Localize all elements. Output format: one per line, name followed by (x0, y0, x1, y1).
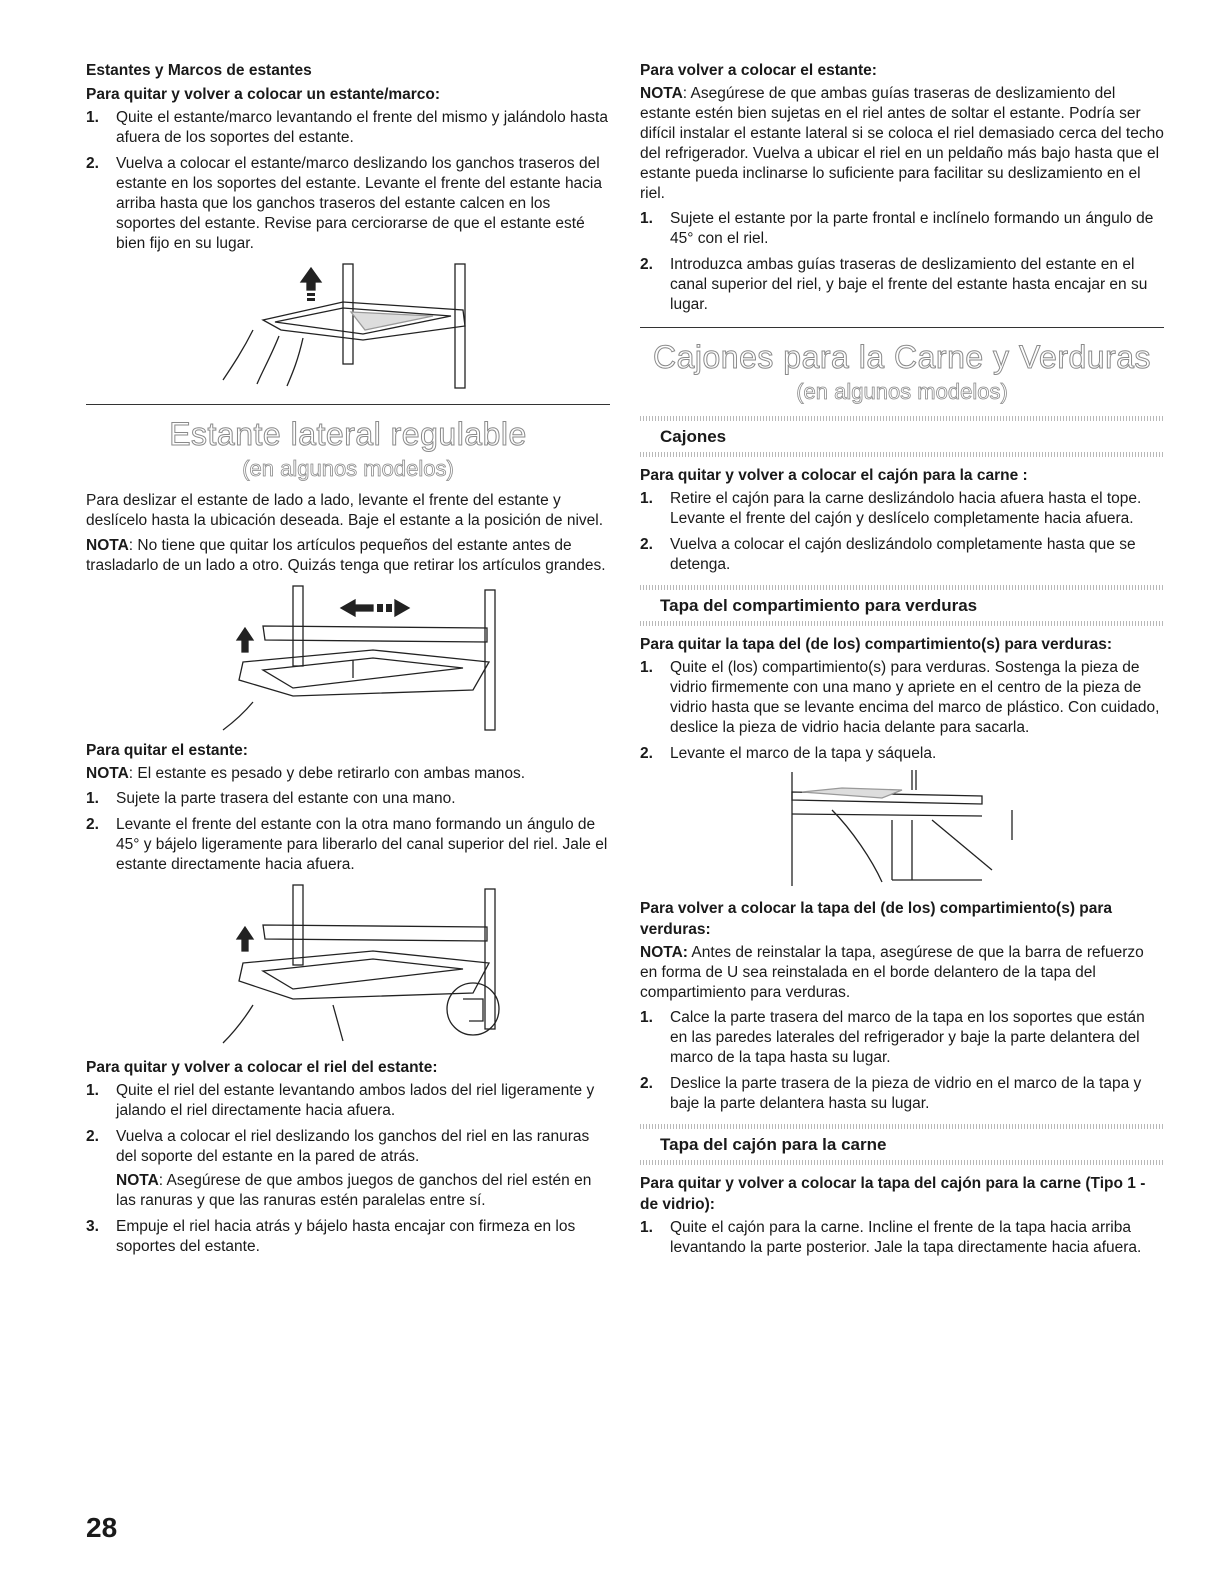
list-item: 3. Empuje el riel hacia atrás y bájelo hasta encajar con firmeza en los soportes del estante. (86, 1218, 576, 1255)
list-item: 1. Sujete la parte trasera del estante con una mano. (86, 790, 456, 807)
list-item: 1. Sujete el estante por la parte frontal e inclínelo formando un ángulo de 45° con el riel. (640, 210, 1154, 247)
list-item: 1. Retire el cajón para la carne deslizándolo hacia afuera hasta el tope. Levante el frente del cajón y deslícelo completamente hacia afuera. (640, 490, 1142, 527)
steps-replace-crisper-cover (640, 1008, 1164, 1114)
section-heading-shelves: Estantes y Marcos de estantes (86, 62, 312, 79)
subheading-remove-side-shelf: Para quitar el estante: (86, 742, 248, 759)
steps-rail (86, 1081, 610, 1257)
subheading-remove-shelf: Para quitar y volver a colocar un estante/marco: (86, 86, 441, 103)
note-paragraph: NOTA: No tiene que quitar los artículos pequeños del estante antes de trasladarlo de un lado a otro. Quizás tenga que retirar los artículos grandes. (86, 537, 606, 574)
divider (86, 404, 610, 405)
steps-shelf-frame (86, 108, 610, 254)
subheading-replace-shelf: Para volver a colocar el estante: (640, 62, 877, 79)
list-item: 2. Vuelva a colocar el cajón deslizándolo completamente hasta que se detenga. (640, 536, 1136, 573)
section-subtitle: (en algunos modelos) (242, 456, 454, 481)
note-paragraph-replace: NOTA: Asegúrese de que ambas guías traseras de deslizamiento del estante estén bien sujetas en el riel antes de soltar el estante. Podría ser difícil instalar el estante lateral si se coloca el riel demasiado cerca del techo del refrigerador. Vuelva a ubicar el riel en un peldaño más bajo hasta que el estante pueda inclinarse lo suficiente para facilitar su deslizamiento en el riel. (640, 85, 1164, 202)
crisper-cover-illustration (782, 770, 1022, 890)
list-item: 1. Quite el cajón para la carne. Incline el frente de la tapa hacia arriba levantando la parte posterior. Jale la tapa directamente hacia afuera. (640, 1219, 1142, 1256)
right-column (640, 60, 1164, 1264)
section-title-adjustable-shelf: Estante lateral regulable (169, 416, 527, 452)
steps-meat-drawer (640, 489, 1164, 575)
list-item: 1. Quite el estante/marco levantando el frente del mismo y jalándolo hasta afuera de los soportes del estante. (86, 109, 608, 146)
section-title-drawers: Cajones para la Carne y Verduras (652, 339, 1152, 375)
list-item: 2. Introduzca ambas guías traseras de deslizamiento del estante en el canal superior del riel, y baje el frente del estante hasta encajar en su lugar. (640, 256, 1148, 313)
steps-replace-shelf (640, 209, 1164, 315)
list-item: 2. Vuelva a colocar el estante/marco deslizando los ganchos traseros del estante en los soportes del estante. Levante el frente del estante hacia arriba hasta que los ganchos traseros del estante calcen en los soportes del estante. Revise para cerciorarse de que el estante esté bien fijo en su lugar. (86, 155, 602, 252)
band-meat-lid: Tapa del cajón para la carne (640, 1124, 1164, 1165)
subheading-meat-drawer: Para quitar y volver a colocar el cajón para la carne : (640, 467, 1028, 484)
note-rail: NOTA: Asegúrese de que ambos juegos de ganchos del riel estén en las ranuras y que las ranuras estén paralelas entre sí. (116, 1172, 592, 1209)
subheading-meat-lid: Para quitar y volver a colocar la tapa del cajón para la carne (Tipo 1 - de vidrio): (640, 1175, 1146, 1213)
subheading-replace-crisper-cover: Para volver a colocar la tapa del (de los) compartimiento(s) para verduras: (640, 900, 1113, 938)
steps-remove-side-shelf (86, 789, 610, 875)
note-paragraph-crisper: NOTA: Antes de reinstalar la tapa, asegúrese de que la barra de refuerzo en forma de U sea reinstalada en el borde delantero de la tapa del compartimiento para verduras. (640, 944, 1144, 1001)
shelf-slide-illustration (183, 582, 513, 732)
steps-meat-lid (640, 1218, 1164, 1258)
subheading-remove-crisper-cover: Para quitar la tapa del (de los) compartimiento(s) para verduras: (640, 636, 1113, 653)
band-cajones: Cajones (640, 416, 1164, 457)
subheading-rail: Para quitar y volver a colocar el riel del estante: (86, 1059, 438, 1076)
shelf-lift-illustration (183, 260, 513, 392)
left-column (86, 60, 610, 1263)
steps-remove-crisper-cover (640, 658, 1164, 764)
list-item: 1. Quite el (los) compartimiento(s) para verduras. Sostenga la pieza de vidrio firmemente con una mano y apriete en el centro de la pieza de vidrio hasta que se levante encima del marco de plástico. Con cuidado, deslice la pieza de vidrio hacia delante para sacarla. (640, 659, 1160, 736)
list-item: 2. Levante el marco de la tapa y sáquela. (640, 745, 937, 762)
shelf-remove-illustration (183, 881, 513, 1049)
section-subtitle: (en algunos modelos) (796, 379, 1008, 404)
list-item: 1. Calce la parte trasera del marco de la tapa en los soportes que están en las paredes laterales del refrigerador y baje la parte delantera del marco de la tapa hasta su lugar. (640, 1009, 1145, 1066)
list-item: 2. Vuelva a colocar el riel deslizando los ganchos del riel en las ranuras del soporte del estante en la pared de atrás. NOTA: Asegúrese de que ambos juegos de ganchos del riel estén en las ranuras y que las ranuras estén paralelas entre sí. (86, 1127, 610, 1211)
page-number: 28 (86, 1512, 118, 1543)
list-item: 1. Quite el riel del estante levantando ambos lados del riel ligeramente y jalando el riel directamente hacia afuera. (86, 1082, 595, 1119)
paragraph-slide: Para deslizar el estante de lado a lado, levante el frente del estante y deslícelo hasta la ubicación deseada. Baje el estante a la posición de nivel. (86, 492, 604, 529)
list-item: 2. Deslice la parte trasera de la pieza de vidrio en el marco de la tapa y baje la parte delantera hasta su lugar. (640, 1075, 1142, 1112)
note-paragraph-heavy: NOTA: El estante es pesado y debe retirarlo con ambas manos. (86, 765, 526, 782)
list-item: 2. Levante el frente del estante con la otra mano formando un ángulo de 45° y bájelo ligeramente para liberarlo del canal superior del riel. Jale el estante directamente hacia afuera. (86, 816, 608, 873)
divider (640, 327, 1164, 328)
band-crisper-cover: Tapa del compartimiento para verduras (640, 585, 1164, 626)
